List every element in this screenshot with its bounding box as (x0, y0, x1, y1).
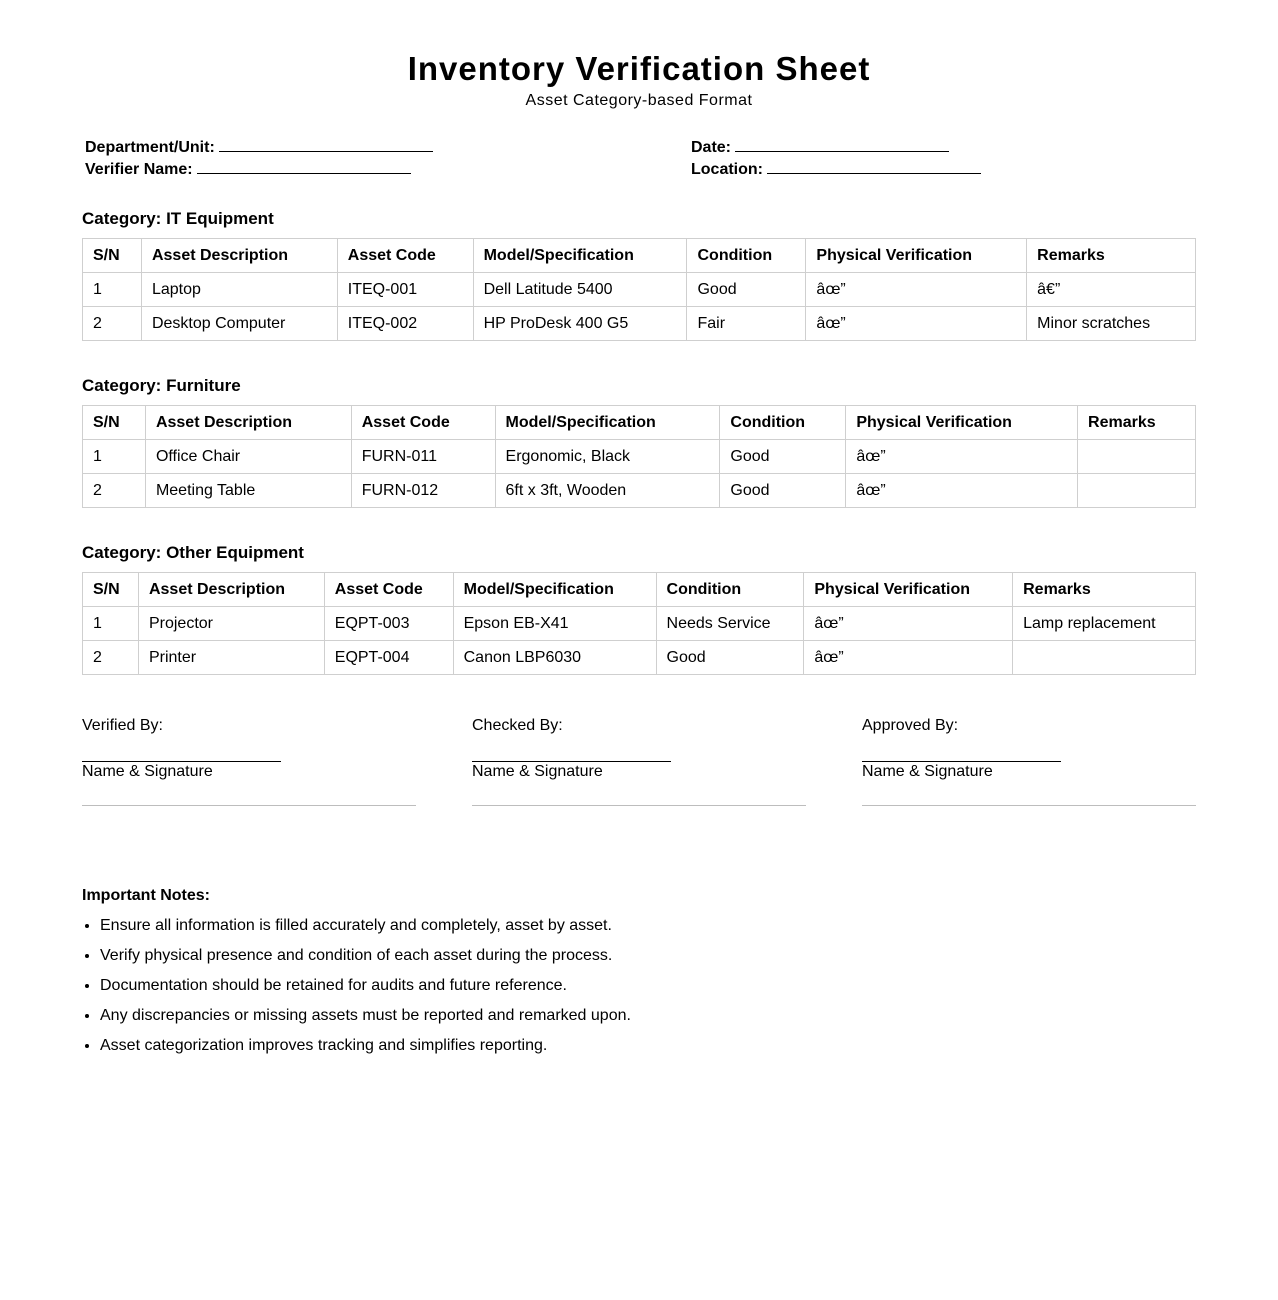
cell-description: Laptop (141, 273, 337, 307)
cell-remarks (1078, 474, 1196, 508)
location-blank (767, 159, 981, 174)
verified-by-label: Verified By: (82, 717, 163, 734)
verifier-label: Verifier Name: (85, 161, 193, 178)
location-label: Location: (691, 161, 763, 178)
approved-by-caption: Name & Signature (862, 763, 993, 780)
cell-verification: âœ” (804, 641, 1013, 675)
cell-sn: 2 (83, 307, 142, 341)
verifier-blank (197, 159, 411, 174)
cell-code: ITEQ-001 (337, 273, 473, 307)
approved-by-signature-line (862, 761, 1061, 762)
cell-condition: Good (656, 641, 804, 675)
cell-verification: âœ” (806, 307, 1027, 341)
category-heading-other: Category: Other Equipment (82, 543, 304, 562)
location-field (691, 159, 981, 179)
col-header-sn: S/N (83, 239, 142, 273)
col-header-condition: Condition (656, 573, 804, 607)
col-header-condition: Condition (720, 406, 846, 440)
col-header-model: Model/Specification (453, 573, 656, 607)
cell-condition: Good (720, 474, 846, 508)
cell-code: FURN-012 (351, 474, 495, 508)
cell-description: Projector (138, 607, 324, 641)
cell-verification: âœ” (806, 273, 1027, 307)
cell-code: ITEQ-002 (337, 307, 473, 341)
cell-code: EQPT-003 (324, 607, 453, 641)
document-subtitle: Asset Category-based Format (525, 92, 753, 109)
department-blank (219, 137, 433, 152)
col-header-model: Model/Specification (473, 239, 687, 273)
note-item: • Verify physical presence and condition of each asset during the process. (100, 945, 631, 975)
col-header-code: Asset Code (324, 573, 453, 607)
cell-condition: Good (687, 273, 806, 307)
department-field (85, 137, 433, 157)
cell-remarks: Minor scratches (1027, 307, 1196, 341)
col-header-verification: Physical Verification (804, 573, 1013, 607)
notes-list (82, 915, 631, 1065)
cell-model: 6ft x 3ft, Wooden (495, 474, 720, 508)
other-equipment-table (82, 572, 1196, 675)
table-header-row (83, 573, 1196, 607)
cell-model: Canon LBP6030 (453, 641, 656, 675)
col-header-description: Asset Description (145, 406, 351, 440)
col-header-remarks: Remarks (1027, 239, 1196, 273)
cell-condition: Needs Service (656, 607, 804, 641)
verified-by-block (82, 717, 416, 807)
cell-verification: âœ” (846, 474, 1078, 508)
checked-by-signature-line (472, 761, 671, 762)
cell-remarks: â€” (1027, 273, 1196, 307)
cell-description: Meeting Table (145, 474, 351, 508)
col-header-model: Model/Specification (495, 406, 720, 440)
cell-condition: Good (720, 440, 846, 474)
cell-model: Dell Latitude 5400 (473, 273, 687, 307)
col-header-remarks: Remarks (1078, 406, 1196, 440)
table-header-row (83, 239, 1196, 273)
note-item: • Any discrepancies or missing assets must be reported and remarked upon. (100, 1005, 631, 1035)
note-item: • Documentation should be retained for audits and future reference. (100, 975, 631, 1005)
cell-sn: 1 (83, 273, 142, 307)
department-label: Department/Unit: (85, 139, 215, 156)
col-header-description: Asset Description (138, 573, 324, 607)
cell-sn: 1 (83, 607, 139, 641)
approved-by-block (862, 717, 1196, 807)
verified-by-signature-line (82, 761, 281, 762)
checked-by-label: Checked By: (472, 717, 563, 734)
cell-description: Printer (138, 641, 324, 675)
note-item: • Ensure all information is filled accurately and completely, asset by asset. (100, 915, 631, 945)
col-header-code: Asset Code (351, 406, 495, 440)
cell-description: Office Chair (145, 440, 351, 474)
it-equipment-table (82, 238, 1196, 341)
cell-description: Desktop Computer (141, 307, 337, 341)
col-header-sn: S/N (83, 573, 139, 607)
checked-by-caption: Name & Signature (472, 763, 603, 780)
verified-by-caption: Name & Signature (82, 763, 213, 780)
approved-by-divider (862, 805, 1196, 806)
col-header-verification: Physical Verification (846, 406, 1078, 440)
col-header-sn: S/N (83, 406, 146, 440)
checked-by-divider (472, 805, 806, 806)
category-heading-it: Category: IT Equipment (82, 209, 274, 228)
document-title: Inventory Verification Sheet (407, 50, 871, 87)
table-row (83, 440, 1196, 474)
cell-model: Ergonomic, Black (495, 440, 720, 474)
table-row (83, 641, 1196, 675)
note-item: • Asset categorization improves tracking and simplifies reporting. (100, 1035, 631, 1065)
table-header-row (83, 406, 1196, 440)
date-field (691, 137, 949, 157)
cell-condition: Fair (687, 307, 806, 341)
cell-verification: âœ” (846, 440, 1078, 474)
cell-sn: 2 (83, 641, 139, 675)
table-row (83, 307, 1196, 341)
cell-verification: âœ” (804, 607, 1013, 641)
cell-remarks (1078, 440, 1196, 474)
furniture-table (82, 405, 1196, 508)
table-row (83, 273, 1196, 307)
cell-code: FURN-011 (351, 440, 495, 474)
cell-remarks: Lamp replacement (1013, 607, 1196, 641)
cell-sn: 2 (83, 474, 146, 508)
category-heading-furniture: Category: Furniture (82, 376, 241, 395)
date-blank (735, 137, 949, 152)
cell-remarks (1013, 641, 1196, 675)
date-label: Date: (691, 139, 732, 156)
verifier-field (85, 159, 411, 179)
cell-model: HP ProDesk 400 G5 (473, 307, 687, 341)
approved-by-label: Approved By: (862, 717, 959, 734)
cell-code: EQPT-004 (324, 641, 453, 675)
col-header-condition: Condition (687, 239, 806, 273)
table-row (83, 607, 1196, 641)
col-header-verification: Physical Verification (806, 239, 1027, 273)
table-row (83, 474, 1196, 508)
col-header-description: Asset Description (141, 239, 337, 273)
col-header-code: Asset Code (337, 239, 473, 273)
verified-by-divider (82, 805, 416, 806)
cell-sn: 1 (83, 440, 146, 474)
notes-title: Important Notes: (82, 887, 210, 904)
col-header-remarks: Remarks (1013, 573, 1196, 607)
checked-by-block (472, 717, 806, 807)
cell-model: Epson EB-X41 (453, 607, 656, 641)
